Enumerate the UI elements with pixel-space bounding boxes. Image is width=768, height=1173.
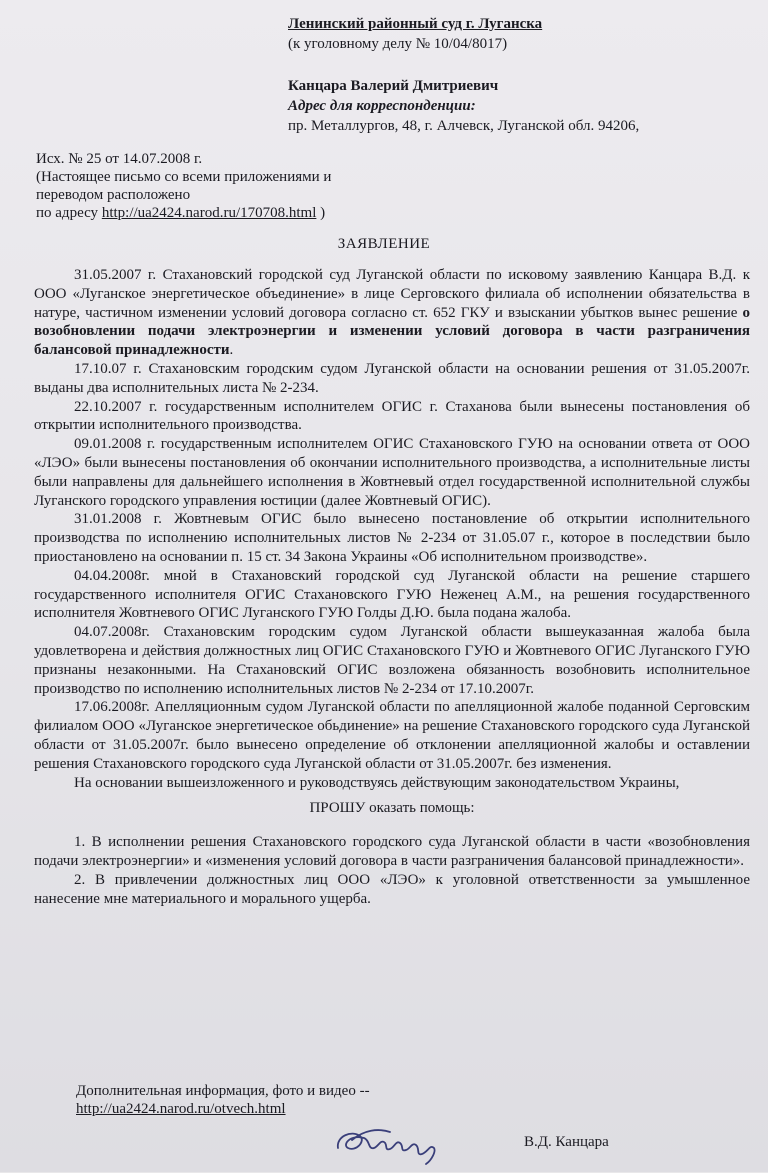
outgoing-block xyxy=(36,150,331,222)
paragraph-3: 22.10.2007 г. государственным исполнителем ОГИС г. Стаханова были вынесены постановления об открытии исполнительного производства. xyxy=(34,398,750,434)
request-item-2: 2. В привлечении должностных лиц ООО «ЛЭО» к уголовной ответственности за умышленное нанесение мне материального и морального ущерба. xyxy=(34,871,750,907)
addressee-block xyxy=(288,14,542,54)
extra-info-block xyxy=(76,1082,370,1118)
request-heading: ПРОШУ оказать помощь: xyxy=(309,800,475,817)
paragraph-1-text: 31.05.2007 г. Стахановский городской суд Луганской области по исковому заявлению Канцара В.Д. к ООО «Луганское энергетическое объединение» в лице Серговского филиала об исполнении обязательства в натуре, частичном изменении условий договора согласно ст. 652 ГКУ и взыскании убытков вынес решение xyxy=(34,267,750,321)
sender-name: Канцара Валерий Дмитриевич xyxy=(288,78,499,94)
paragraph-9: На основании вышеизложенного и руководствуясь действующим законодательством Украины, xyxy=(74,774,680,791)
outgoing-note-suffix: ) xyxy=(320,205,326,221)
extra-info-label: Дополнительная информация, фото и видео -- xyxy=(76,1083,370,1099)
outgoing-note-line1: (Настоящее письмо со всеми приложениями и xyxy=(36,169,332,185)
paragraph-7: 04.07.2008г. Стахановским городским судом Луганской области вышеуказанная жалоба была удовлетворена и действия должностных лиц ОГИС Стахановского ГУЮ и Жовтневого ОГИС Луганского ГУЮ признаны незаконными. На Стахановский ОГИС возложена обязанность возобновить исполнительное производство по исполнению исполнительных листов № 2-234 от 17.10.2007г. xyxy=(34,624,750,697)
request-item-1: 1. В исполнении решения Стахановского городского суда Луганской области в части «возобновления подачи электроэнергии» и «изменения условий договора в части разграничения балансовой принадлежности». xyxy=(34,834,750,869)
request-list xyxy=(34,833,750,908)
outgoing-note-line3 xyxy=(36,204,331,222)
paragraph-8: 17.06.2008г. Апелляционным судом Луганской области по апелляционной жалобе поданной Серговским филиалом ООО «Луганское энергетическое обьдинение» на решение Стахановского городского суда Луганской области от 31.05.2007г. было вынесено определение об отклонении апелляционной жалобы и оставлении решения Стахановского городского суда Луганской области от 31.05.2007г. без изменения. xyxy=(34,699,750,772)
handwritten-signature xyxy=(330,1118,460,1173)
document-link[interactable]: http://ua2424.narod.ru/170708.html xyxy=(101,205,317,221)
paragraph-2: 17.10.07 г. Стахановским городским судом Луганской области на основании решения от 31.05.2007г. выданы два исполнительных листа № 2-234. xyxy=(34,360,750,396)
court-name: Ленинский районный суд г. Луганска xyxy=(288,16,543,32)
paragraph-5: 31.01.2008 г. Жовтневым ОГИС было вынесено постановление об открытии исполнительного производства по исполнению исполнительных листов № 2-234 от 31.05.07 г., которое в последствии было приостановлено на основании п. 15 ст. 34 Закона Украины «Об исполнительном производстве». xyxy=(34,511,750,565)
case-reference: (к уголовному делу № 10/04/8017) xyxy=(288,36,508,52)
paragraph-4: 09.01.2008 г. государственным исполнителем ОГИС Стахановского ГУЮ на основании ответа от ООО «ЛЭО» были вынесены постановления об окончании исполнительного производства, а исполнительные листы были направлены для дальнейшего исполнения в Жовтневый отдел государственной исполнительной службы Луганского городского управления юстиции (далее Жовтневый ОГИС). xyxy=(34,436,750,509)
sender-block xyxy=(288,76,639,136)
paragraph-6: 04.04.2008г. мной в Стахановский городской суд Луганской области на решение старшего государственного исполнителя ОГИС Стахановского ГУЮ Неженец А.М., на решения государственного исполнителя Жовтневого ОГИС Луганского ГУЮ Голды Д.Ю. была подана жалоба. xyxy=(34,567,750,622)
outgoing-note-line2: переводом расположено xyxy=(36,187,191,203)
statement-body xyxy=(34,266,750,908)
paragraph-1-end: . xyxy=(229,342,234,359)
signatory-name: В.Д. Канцара xyxy=(524,1134,609,1150)
paragraph-1-bold: о возобновлении подачи электроэнергии и изменении условий договора в части разграничения балансовой принадлежности xyxy=(34,304,750,359)
outgoing-number: Исх. № 25 от 14.07.2008 г. xyxy=(36,151,203,167)
paragraph-1 xyxy=(34,266,750,360)
address-label: Адрес для корреспонденции: xyxy=(288,98,476,114)
document-title: ЗАЯВЛЕНИЕ xyxy=(337,236,431,252)
signature-mark xyxy=(330,1118,460,1168)
outgoing-note-prefix: по адресу xyxy=(36,205,99,221)
sender-address: пр. Металлургов, 48, г. Алчевск, Луганской обл. 94206, xyxy=(288,118,640,134)
extra-info-link[interactable]: http://ua2424.narod.ru/otvech.html xyxy=(76,1101,286,1117)
